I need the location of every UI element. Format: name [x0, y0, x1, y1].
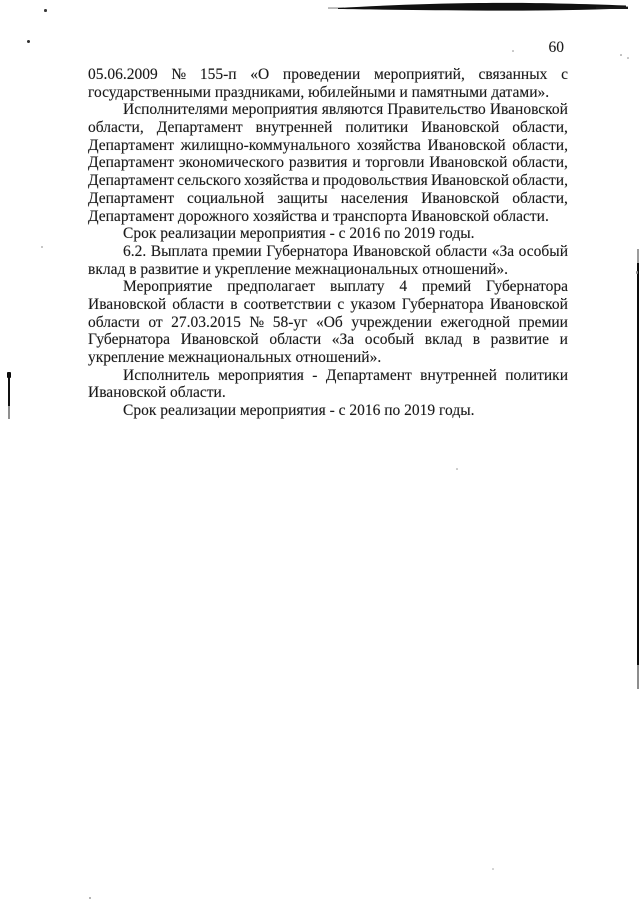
text-line: 6.2. Выплата премии Губернатора Ивановской области «За особый — [123, 242, 568, 260]
scan-speck — [636, 271, 638, 274]
scan-speck — [620, 54, 622, 56]
text-line: Срок реализации мероприятия - с 2016 по 2019 годы. — [123, 225, 475, 243]
text-line: вклад в развитие и укрепление межнациональных отношений». — [88, 260, 508, 278]
scan-artifact-right-line — [637, 263, 640, 665]
scan-speck — [44, 9, 47, 12]
text-line: Губернатора Ивановской области «За особый вклад в развитие и — [88, 331, 568, 349]
page-number: 60 — [548, 39, 564, 56]
text-line: Департамент экономического развития и торговли Ивановской области, — [88, 154, 568, 172]
text-line: государственными праздниками, юбилейными и памятными датами». — [88, 83, 550, 101]
text-line: Департамент сельского хозяйства и продовольствия Ивановской области, — [88, 172, 568, 190]
scan-artifact-left-line — [8, 372, 11, 406]
scan-speck — [89, 897, 91, 899]
text-line: 05.06.2009 № 155-п «О проведении мероприятий, связанных с — [88, 66, 568, 83]
text-block — [88, 66, 568, 420]
scan-artifact-right-line-gray-bottom — [637, 665, 639, 689]
scan-speck — [41, 246, 43, 248]
scan-speck — [512, 50, 514, 52]
text-line: Исполнителями мероприятия являются Правительство Ивановской — [123, 101, 568, 119]
scan-speck — [456, 468, 458, 470]
scan-speck — [627, 57, 629, 59]
text-line: Срок реализации мероприятия - с 2016 по 2019 годы. — [123, 402, 475, 420]
text-line: Департамент дорожного хозяйства и транспорта Ивановской области. — [88, 207, 549, 225]
text-line: Департамент социальной защиты населения Ивановской области, — [88, 189, 568, 207]
scan-speck — [492, 868, 494, 870]
text-line: Департамент жилищно-коммунального хозяйства Ивановской области, — [88, 136, 568, 154]
scan-artifact-top-streak — [0, 0, 640, 14]
text-line: Исполнитель мероприятия - Департамент внутренней политики — [123, 366, 568, 384]
text-line: Мероприятие предполагает выплату 4 премий Губернатора — [123, 278, 568, 296]
scan-artifact-right-line-gray-top — [637, 249, 639, 264]
scan-speck — [27, 40, 30, 43]
text-line: Ивановской области в соответствии с указом Губернатора Ивановской — [88, 295, 568, 313]
scan-artifact-left-line-tail — [8, 406, 10, 419]
text-line: области, Департамент внутренней политики Ивановской области, — [88, 119, 568, 137]
text-line: укрепление межнациональных отношений». — [88, 349, 382, 366]
text-line: области от 27.03.2015 № 58-уг «Об учреждении ежегодной премии — [88, 313, 568, 331]
text-line: Ивановской области. — [88, 384, 226, 402]
